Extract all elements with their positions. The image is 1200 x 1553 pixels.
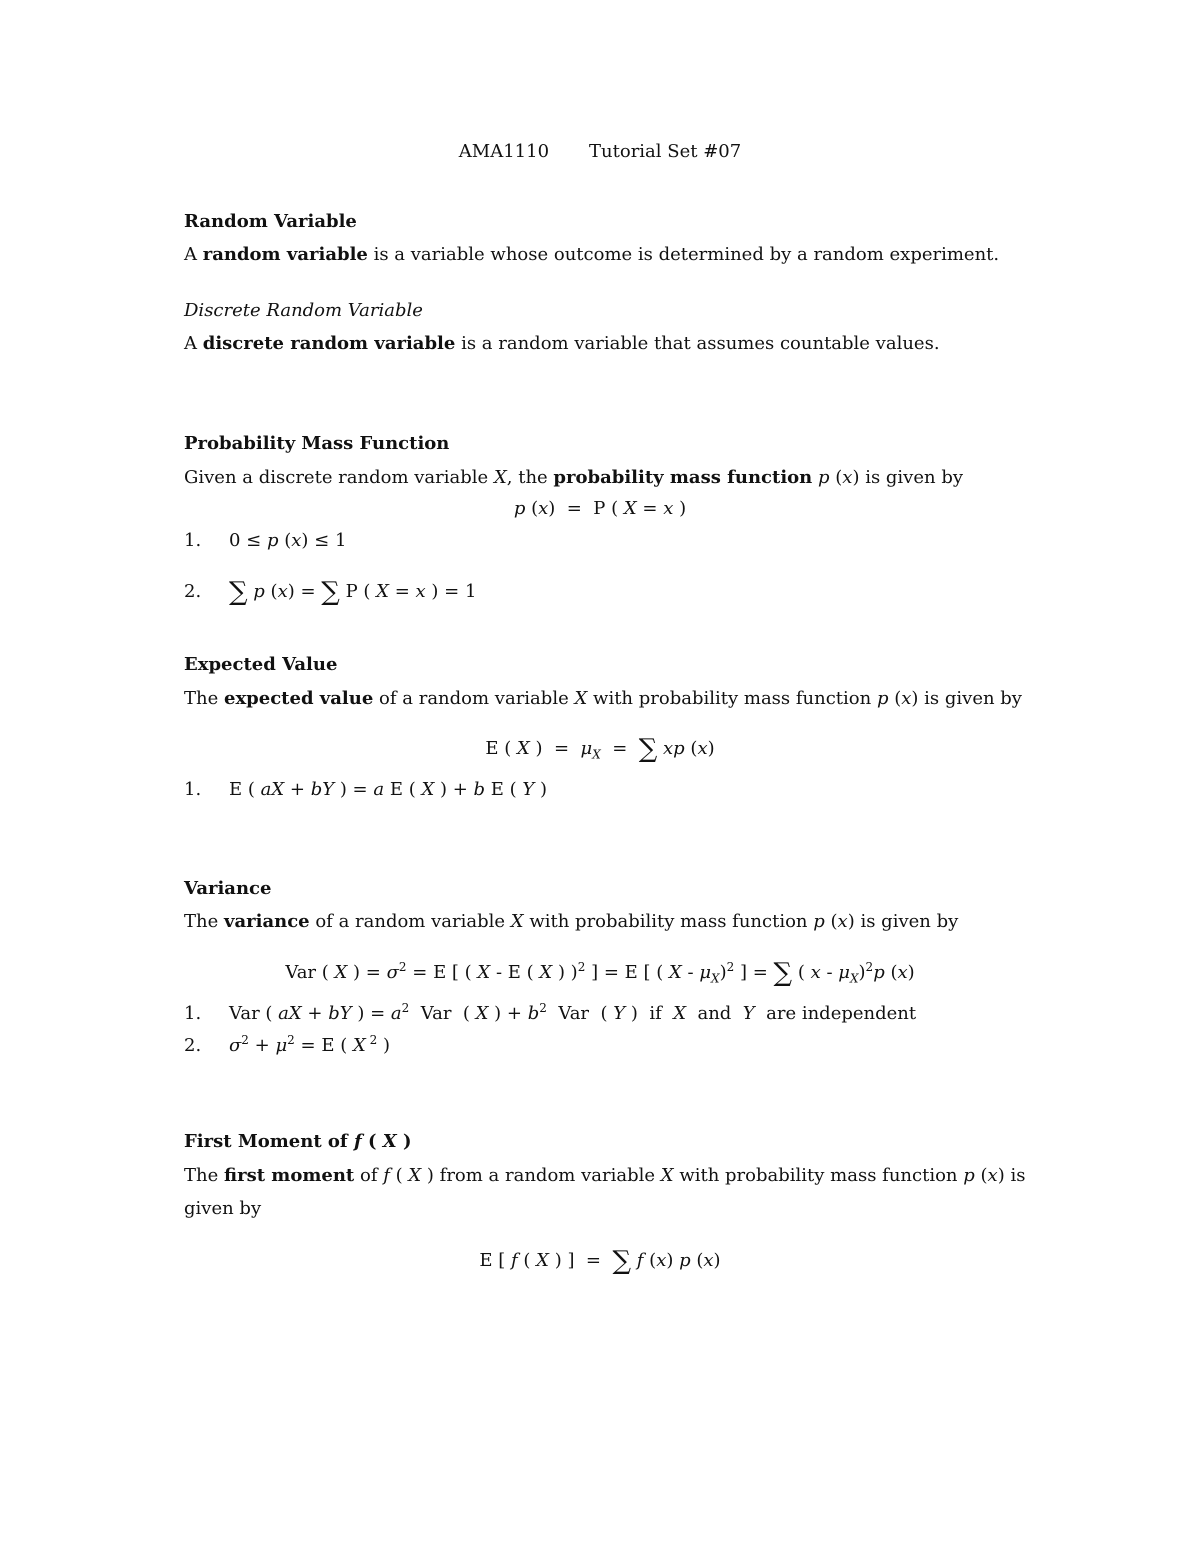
term-variance: variance [224, 911, 310, 932]
term-pmf: probability mass function [553, 467, 813, 488]
text: with probability mass function [593, 688, 872, 709]
var-x: X [660, 1165, 674, 1186]
text: Given a discrete random variable [184, 467, 489, 488]
list-number: 1. [184, 530, 202, 551]
term-discrete-random-variable: discrete random variable [202, 333, 456, 354]
text: if [649, 1003, 662, 1024]
text: of a random variable [315, 911, 506, 932]
text: from a random variable [439, 1165, 656, 1186]
variance-intro: The variance of a random variable X with probability mass function p (x) is given by [184, 911, 959, 932]
variance-property-2: 2. $\sigma^2 + \mu^2 = E$ ( X $^2$ ) [184, 1033, 390, 1056]
list-number: 2. [184, 581, 202, 602]
pmf-property-2: 2. ∑ p (x) = ∑ P ( X = x ) = 1 [184, 577, 477, 607]
course-code: AMA1110 [458, 141, 550, 162]
text: is [1010, 1165, 1026, 1186]
heading-discrete-random-variable: Discrete Random Variable [184, 300, 423, 321]
text: A [184, 244, 197, 265]
text: with probability mass function [679, 1165, 958, 1186]
random-variable-definition [184, 246, 999, 264]
text: is a random variable that assumes countable values. [461, 333, 940, 354]
text: of [359, 1165, 378, 1186]
math-p: p [818, 467, 830, 488]
pmf-property-1: 1. 0 ≤ p (x) ≤ 1 [184, 530, 347, 551]
term-first-moment: first moment [224, 1165, 355, 1186]
heading-pmf: Probability Mass Function [184, 433, 450, 454]
pmf-formula: p (x) = P ( X = x ) [513, 498, 687, 519]
variance-property-1: 1. Var ( aX + bY ) = $a^2$ Var ( X ) + $b^2$ Var ( Y ) if X and Y are independent [184, 1001, 917, 1024]
text: The [184, 688, 219, 709]
heading-expected-value: Expected Value [184, 654, 338, 675]
term-random-variable: random variable [202, 244, 368, 265]
text: is a variable whose outcome is determined by a random experiment. [373, 244, 1000, 265]
pmf-intro: Given a discrete random variable X, the probability mass function p (x) is given by [184, 467, 964, 488]
text: and [697, 1003, 732, 1024]
var-x: X [493, 467, 507, 488]
expected-property-1: 1. E ( aX + bY ) = a E ( X ) + b E ( Y ) [184, 779, 548, 800]
heading-variance: Variance [184, 878, 272, 899]
expected-intro: The expected value of a random variable X with probability mass function p (x) is given by [184, 688, 1022, 709]
text: , the [506, 467, 548, 488]
list-number: 1. [184, 1003, 202, 1024]
variance-formula: Var ( X ) = $\sigma^2 = E$ [ ( X - E ( X ) )$^2$ ] = E [ ( X - $\mu_X)^2$ ] = ∑ ( x - $\mu_X)^2p$ (x) [285, 958, 915, 988]
tutorial-set: Tutorial Set #07 [589, 141, 742, 162]
moment-intro: The first moment of f ( X ) from a random variable X with probability mass function p (x) is [184, 1165, 1026, 1186]
moment-intro-cont: given by [184, 1198, 262, 1219]
text: is given by [865, 467, 964, 488]
page-title [0, 143, 1200, 161]
expected-formula: E ( X ) = $\mu_X$ = ∑ xp (x) [485, 734, 715, 764]
text: of a random variable [379, 688, 569, 709]
text: is given by [860, 911, 959, 932]
text: The [184, 1165, 219, 1186]
heading-random-variable: Random Variable [184, 211, 357, 232]
heading-first-moment: First Moment of f ( X ) [184, 1131, 412, 1152]
text: First Moment of [184, 1131, 348, 1152]
text: The [184, 911, 219, 932]
list-number: 2. [184, 1035, 202, 1056]
text: with probability mass function [529, 911, 808, 932]
var-x: X [510, 911, 524, 932]
text: are independent [766, 1003, 917, 1024]
moment-formula: E [ f ( X ) ] = ∑ f (x) p (x) [479, 1246, 721, 1276]
text: A [184, 333, 197, 354]
term-expected-value: expected value [224, 688, 374, 709]
list-number: 1. [184, 779, 202, 800]
text: is given by [924, 688, 1022, 709]
discrete-definition [184, 335, 940, 353]
var-x: X [574, 688, 588, 709]
